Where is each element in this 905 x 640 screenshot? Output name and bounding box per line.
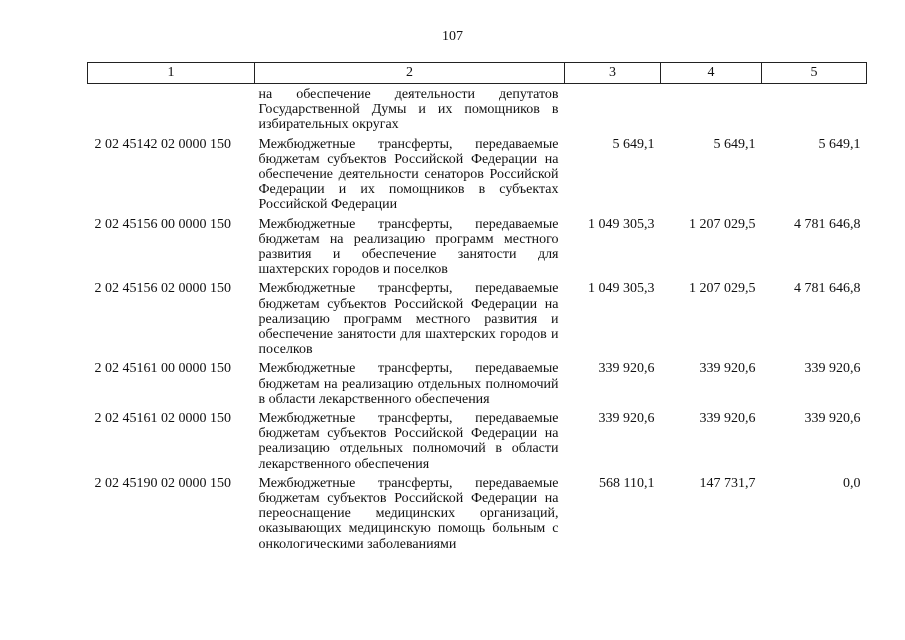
- table-row: [88, 411, 867, 476]
- page-number: 107: [442, 29, 463, 44]
- amount-col-5: 0,0: [843, 475, 861, 491]
- amount-col-3: 5 649,1: [612, 136, 655, 152]
- amount-col-5: 5 649,1: [818, 136, 861, 152]
- budget-code: [88, 84, 255, 137]
- column-header-1: 1: [88, 63, 255, 84]
- budget-code: 2 02 45161 00 0000 150: [94, 361, 231, 377]
- amount-col-3: 1 049 305,3: [588, 216, 655, 232]
- column-header-5: 5: [762, 63, 867, 84]
- table-row: [88, 217, 867, 282]
- description: Межбюджетные трансферты, передаваемые бюджетам на реализацию отдельных полномочий в области лекарственного обеспечения: [258, 361, 559, 407]
- amount-col-4: [661, 84, 762, 137]
- amount-col-5: 4 781 646,8: [794, 281, 861, 297]
- amount-col-5: 4 781 646,8: [794, 216, 861, 232]
- description: Межбюджетные трансферты, передаваемые бюджетам субъектов Российской Федерации на реализацию программ местного развития и обеспечение занятости для шахтерских городов и поселков: [258, 281, 559, 358]
- amount-col-3: 1 049 305,3: [588, 281, 655, 297]
- table-row: [88, 137, 867, 217]
- budget-table: [87, 62, 867, 556]
- amount-col-3: 568 110,1: [599, 475, 655, 491]
- amount-col-5: 339 920,6: [804, 361, 861, 377]
- description: на обеспечение деятельности депутатов Государственной Думы и их помощников в избирательных округах: [258, 87, 559, 133]
- amount-col-4: 1 207 029,5: [689, 216, 756, 232]
- amount-col-5: [762, 84, 867, 137]
- budget-code: 2 02 45161 02 0000 150: [94, 411, 231, 427]
- description: Межбюджетные трансферты, передаваемые бюджетам субъектов Российской Федерации на обеспечение деятельности сенаторов Российской Федерации и их помощников в субъектах Российской Федерации: [258, 136, 559, 213]
- description: Межбюджетные трансферты, передаваемые бюджетам субъектов Российской Федерации на переоснащение медицинских организаций, оказывающих медицинскую помощь больным с онкологическими заболеваниями: [258, 475, 559, 552]
- table-row: [88, 476, 867, 556]
- column-header-2: 2: [255, 63, 565, 84]
- amount-col-4: 5 649,1: [713, 136, 756, 152]
- budget-code: 2 02 45156 02 0000 150: [94, 281, 231, 297]
- budget-code: 2 02 45190 02 0000 150: [94, 475, 231, 491]
- amount-col-3: [565, 84, 661, 137]
- column-header-4: 4: [661, 63, 762, 84]
- amount-col-4: 147 731,7: [699, 475, 756, 491]
- amount-col-3: 339 920,6: [598, 411, 655, 427]
- description: Межбюджетные трансферты, передаваемые бюджетам субъектов Российской Федерации на реализацию отдельных полномочий в области лекарственного обеспечения: [258, 411, 559, 472]
- table-header-row: [88, 63, 867, 84]
- amount-col-3: 339 920,6: [598, 361, 655, 377]
- description: Межбюджетные трансферты, передаваемые бюджетам на реализацию программ местного развития и обеспечение занятости для шахтерских городов и поселков: [258, 216, 559, 278]
- budget-code: 2 02 45142 02 0000 150: [94, 136, 231, 152]
- table-row: [88, 281, 867, 361]
- amount-col-5: 339 920,6: [804, 411, 861, 427]
- table-row: [88, 84, 867, 137]
- amount-col-4: 1 207 029,5: [689, 281, 756, 297]
- amount-col-4: 339 920,6: [699, 361, 756, 377]
- table-row: [88, 361, 867, 411]
- budget-code: 2 02 45156 00 0000 150: [94, 216, 231, 232]
- amount-col-4: 339 920,6: [699, 411, 756, 427]
- column-header-3: 3: [565, 63, 661, 84]
